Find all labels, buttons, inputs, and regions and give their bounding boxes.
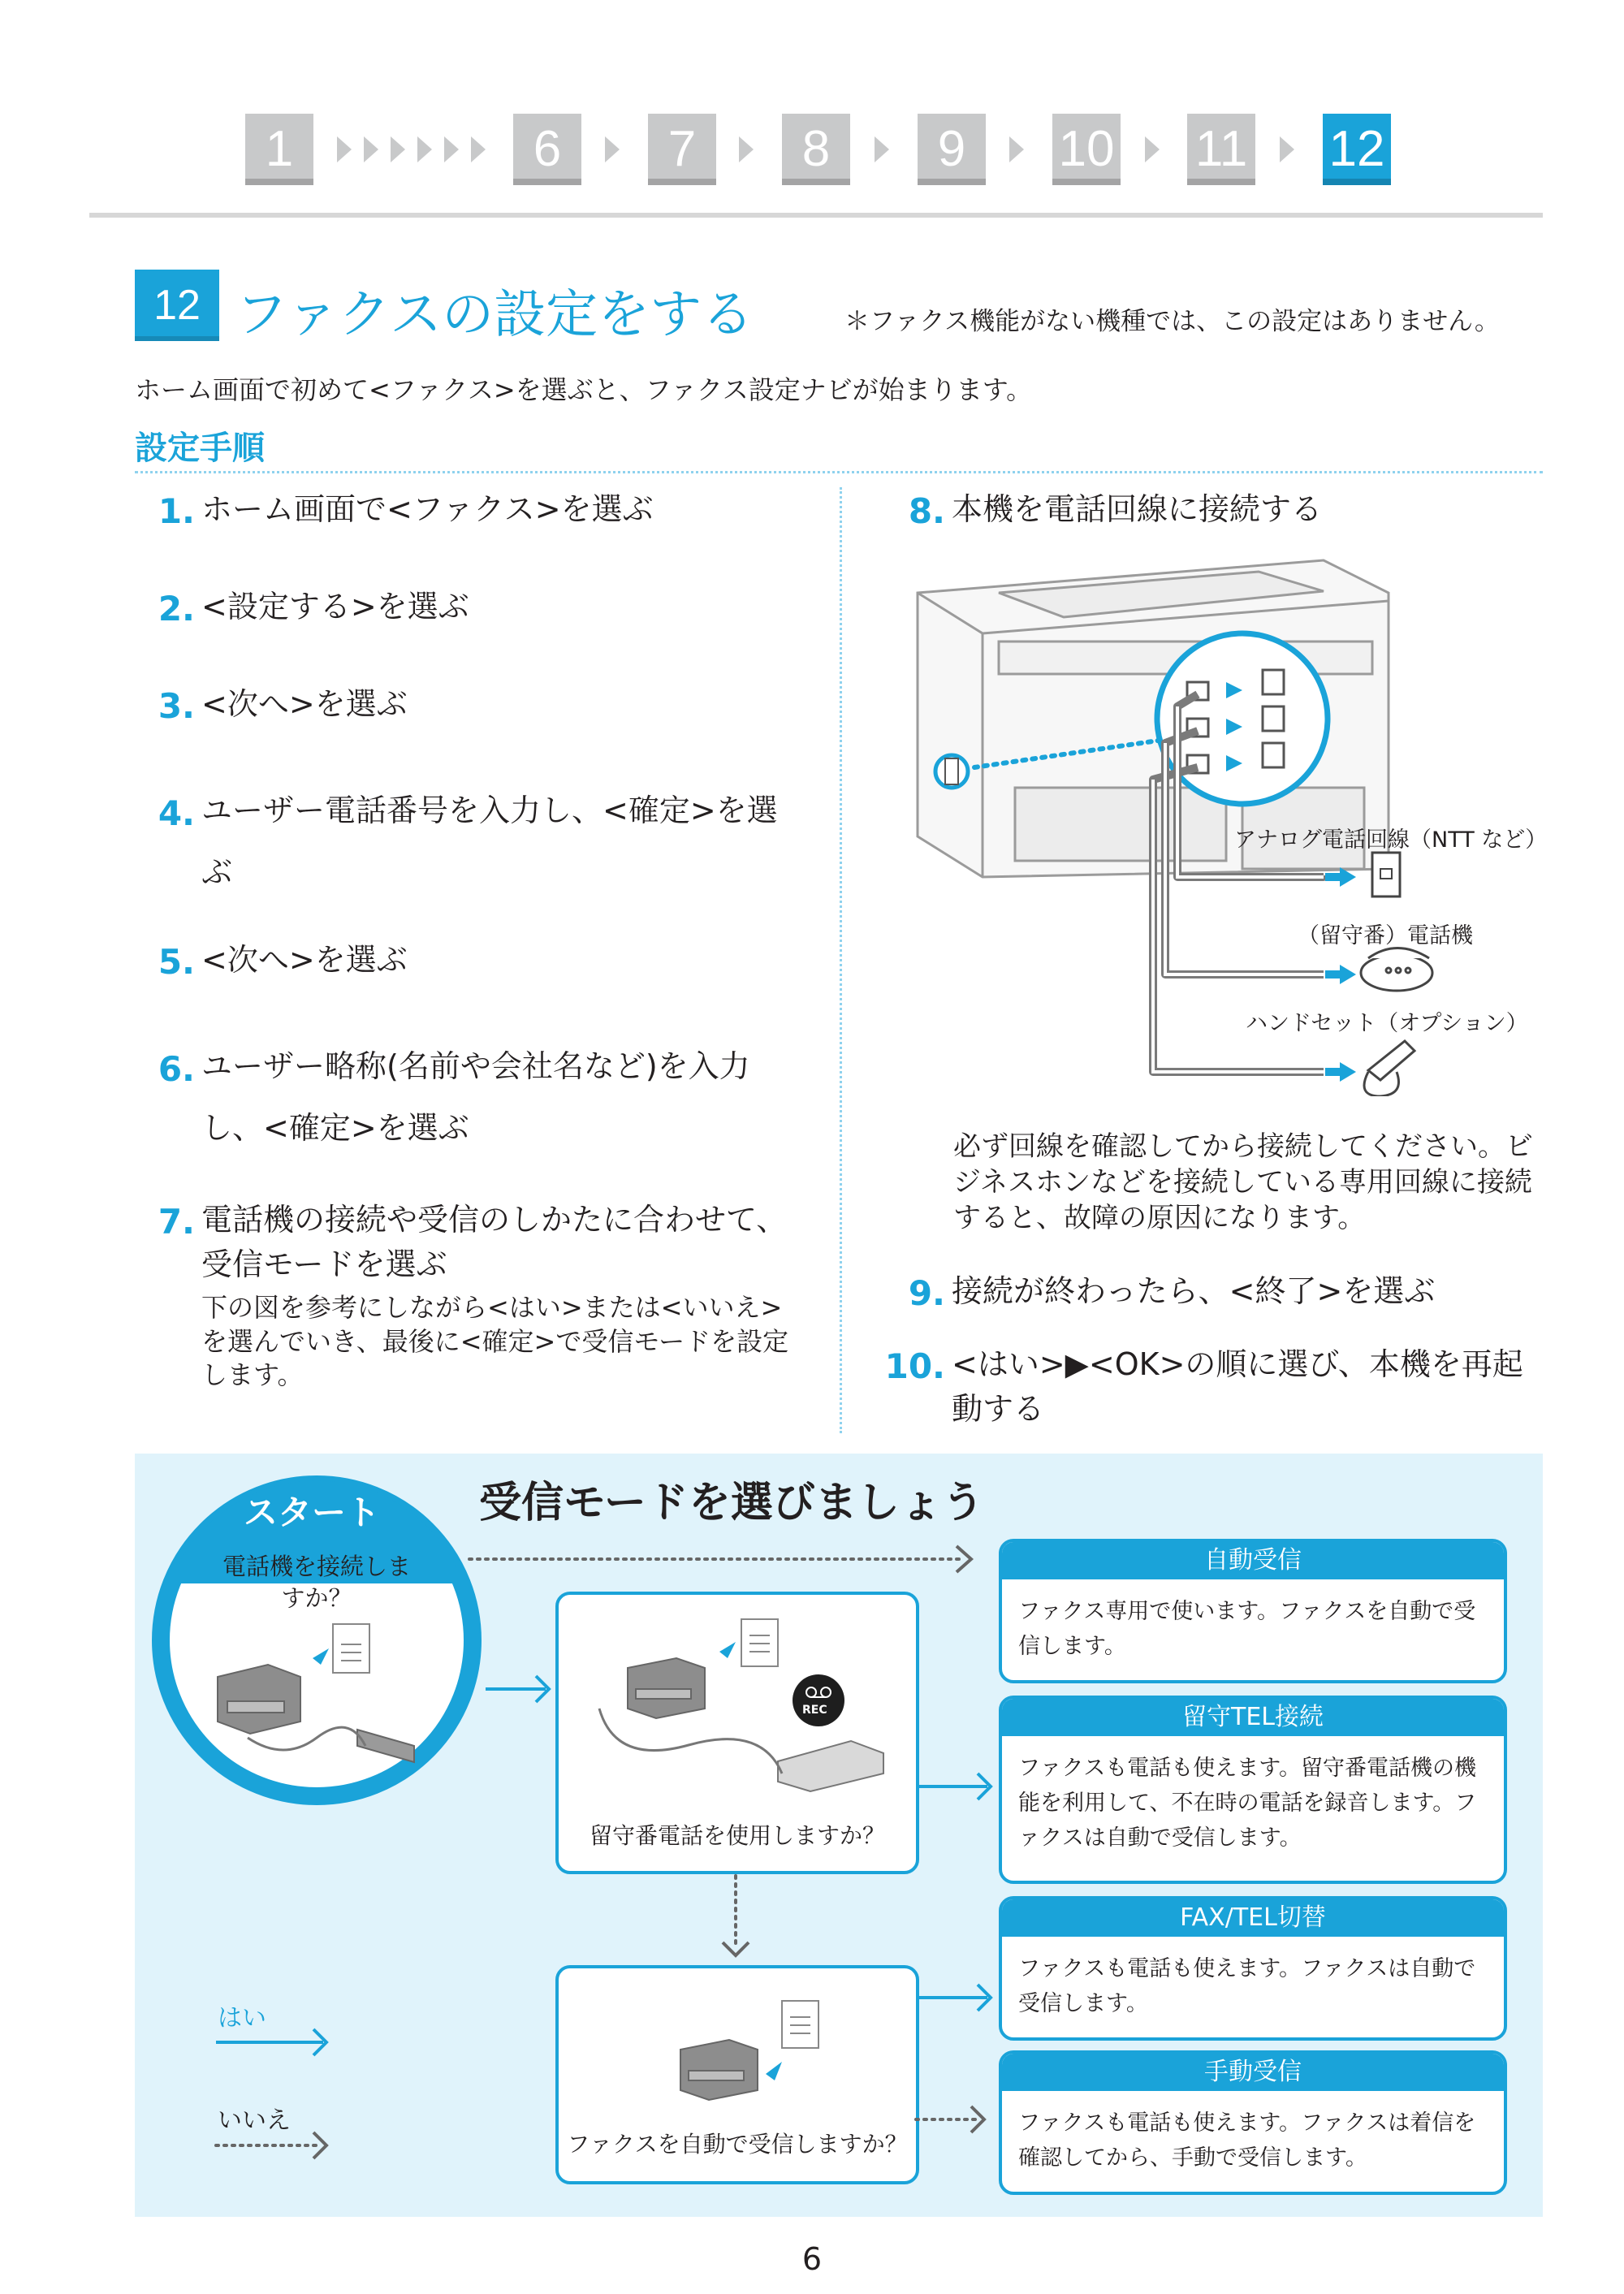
question-3: ファクスを自動で受信しますか？ xyxy=(567,2131,908,2158)
handset-icon xyxy=(1364,1041,1415,1096)
page-title: ファクスの設定をする xyxy=(235,285,754,345)
chevron-right-icon xyxy=(444,136,459,162)
step-item-2: 2. <設定する>を選ぶ xyxy=(158,589,469,629)
step-item-7: 7. 電話機の接続や受信のしかたに合わせて、受信モードを選ぶ xyxy=(158,1202,788,1283)
result-title: FAX/TEL切替 xyxy=(1002,1899,1504,1937)
result-body: ファクスも電話も使えます。ファクスは自動で受信します。 xyxy=(1018,1956,1476,2017)
step-7: 7 xyxy=(648,114,716,185)
step-9: 9 xyxy=(918,114,986,185)
step-item-5: 5. <次へ>を選ぶ xyxy=(158,942,408,982)
legend-no: いいえ xyxy=(218,2106,291,2135)
step-6: 6 xyxy=(513,114,581,185)
result-answering-tel xyxy=(999,1696,1507,1884)
section-number-badge: 12 xyxy=(135,270,219,341)
chevron-right-icon xyxy=(1280,136,1294,162)
header-rule xyxy=(89,213,1543,218)
result-manual-receive xyxy=(999,2050,1507,2195)
step-1: 1 xyxy=(245,114,313,185)
chevron-right-icon xyxy=(364,136,378,162)
step-item-6: 6. ユーザー略称(名前や会社名など)を入力し、<確定>を選ぶ xyxy=(158,1048,750,1146)
result-title: 留守TEL接続 xyxy=(1002,1699,1504,1736)
chevron-right-icon xyxy=(417,136,432,162)
telephone-label: （留守番）電話機 xyxy=(1298,923,1473,948)
result-title: 手動受信 xyxy=(1002,2054,1504,2091)
fax-availability-note: ＊ファクス機能がない機種では、この設定はありません。 xyxy=(844,307,1500,336)
question-2: 留守番電話を使用しますか？ xyxy=(589,1822,885,1849)
analog-line-label: アナログ電話回線（NTT など） xyxy=(1234,827,1548,853)
result-fax-tel-switch xyxy=(999,1896,1507,2041)
chevron-right-icon xyxy=(875,136,889,162)
step-7-description: 下の図を参考にしながら<はい>または<いいえ>を選んでいき、最後に<確定>で受信モードを設定します。 xyxy=(201,1292,789,1391)
procedure-heading: 設定手順 xyxy=(135,430,265,467)
page-number: 6 xyxy=(801,2241,823,2277)
chevron-right-icon xyxy=(391,136,405,162)
wall-jack-icon xyxy=(1372,853,1400,896)
chevron-right-icon xyxy=(605,136,620,162)
chevron-right-icon xyxy=(337,136,352,162)
chevron-right-icon xyxy=(1009,136,1024,162)
legend-yes: はい xyxy=(218,2004,266,2033)
chevron-right-icon xyxy=(739,136,754,162)
step-10: 10 xyxy=(1052,114,1121,185)
step-item-3: 3. <次へ>を選ぶ xyxy=(158,686,408,726)
caution-text: 必ず回線を確認してから接続してください。ビジネスホンなどを接続している専用回線に接続すると、故障の原因になります。 xyxy=(953,1130,1533,1235)
step-item-1: 1. ホーム画面で<ファクス>を選ぶ xyxy=(158,491,654,531)
result-title: 自動受信 xyxy=(1002,1542,1504,1579)
rec-label: REC xyxy=(802,1704,827,1717)
start-label: スタート xyxy=(244,1493,381,1532)
lead-text: ホーム画面で初めて<ファクス>を選ぶと、ファクス設定ナビが始まります。 xyxy=(135,374,1033,405)
step-item-10: 10. <はい>▶<OK>の順に選び、本機を再起動する xyxy=(884,1346,1523,1428)
result-body: ファクスも電話も使えます。ファクスは着信を確認してから、手動で受信します。 xyxy=(1018,2110,1476,2171)
step-11: 11 xyxy=(1187,114,1255,185)
column-divider xyxy=(840,487,842,1433)
heading-divider xyxy=(135,471,1543,473)
step-item-8: 8. 本機を電話回線に接続する xyxy=(908,491,1323,531)
step-12-current: 12 xyxy=(1323,114,1391,185)
step-item-4: 4. ユーザー電話番号を入力し、<確定>を選ぶ xyxy=(158,793,778,890)
step-8: 8 xyxy=(782,114,850,185)
step-item-9: 9. 接続が終わったら、<終了>を選ぶ xyxy=(908,1273,1436,1313)
result-auto-receive xyxy=(999,1539,1507,1683)
handset-label: ハンドセット（オプション） xyxy=(1246,1011,1528,1036)
flowchart-title: 受信モードを選びましょう xyxy=(479,1479,984,1527)
result-body: ファクスも電話も使えます。留守番電話機の機能を利用して、不在時の電話を録音します。ファクスは自動で受信します。 xyxy=(1018,1756,1477,1851)
chevron-right-icon xyxy=(1145,136,1160,162)
chevron-right-icon xyxy=(471,136,486,162)
question-1: 電話機を接続しますか？ xyxy=(222,1553,411,1613)
telephone-icon xyxy=(1361,948,1432,991)
result-body: ファクス専用で使います。ファクスを自動で受信します。 xyxy=(1018,1599,1476,1660)
